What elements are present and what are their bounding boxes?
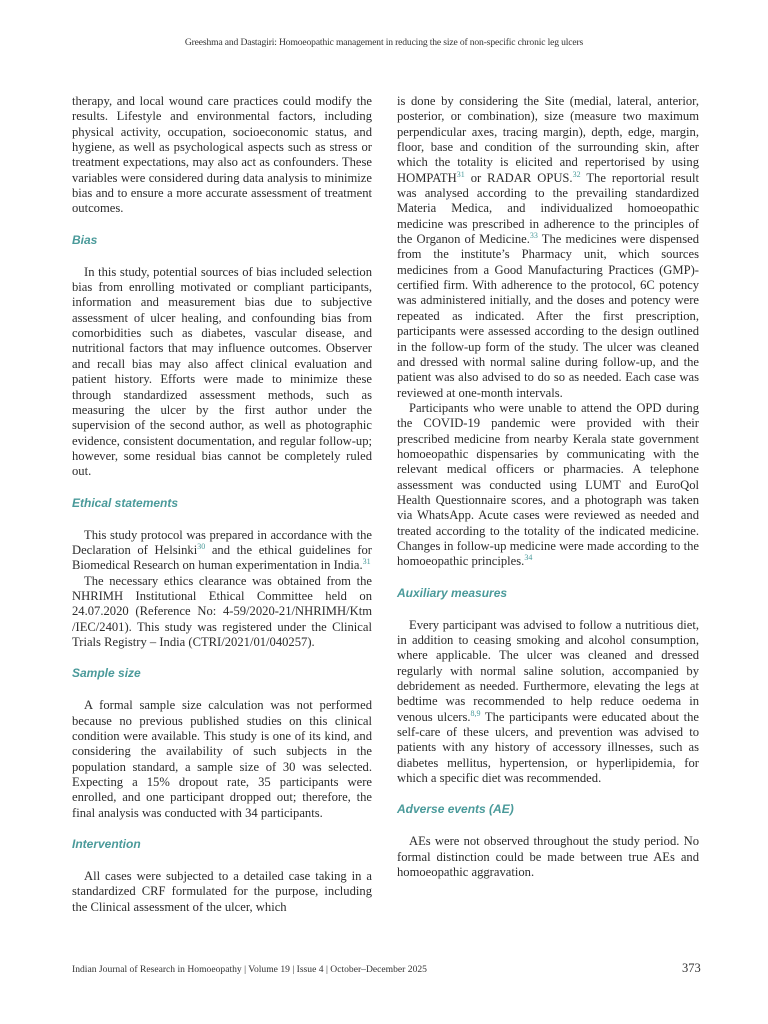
adverse-events-paragraph: AEs were not observed throughout the study period. No formal distinction could be made between true AEs and homoeopathic aggravation.: [397, 834, 699, 880]
citation-ref[interactable]: 31: [362, 557, 371, 567]
citation-ref[interactable]: 34: [524, 553, 533, 563]
citation-ref[interactable]: 32: [572, 169, 581, 179]
intro-paragraph: therapy, and local wound care practices could modify the results. Lifestyle and environmental factors, including physical activity, occupation, socioeconomic status, and hygiene, as well as psychological aspects such as stress or treatment expectations, may also act as confounders. These variables were considered during data analysis to minimize bias and to ensure a more accurate assessment of treatment outcomes.: [72, 94, 372, 216]
right-column: [397, 94, 699, 880]
ethical-paragraph-2: The necessary ethics clearance was obtained from the NHRIMH Institutional Ethical Committee held on 24.07.2020 (Reference No: 4-59/2020-21/NHRIMH/Ktm /IEC/2401). This study was registered under the Clinical Trials Registry – India (CTRI/2021/01/040257).: [72, 573, 372, 649]
section-heading-adverse-events: Adverse events (AE): [397, 802, 514, 817]
auxiliary-paragraph: Every participant was advised to follow a nutritious diet, in addition to ceasing smoking and alcohol consumption, where applicable. The ulcer was cleaned and dressed regularly with normal saline solution, accompanied by debridement as needed. Furthermore, elevating the legs at bedtime was recommended to help reduce oedema in venous ulcers.$^{8,9}$ The participants were educated about the self-care of these ulcers, and prevention was advised to patients with any history of accessory illnesses, such as diabetes mellitus, hypertension, or hyperlipidemia, for which a specific diet was recommended.: [397, 617, 699, 786]
section-heading-sample-size: Sample size: [72, 666, 141, 681]
journal-footer: Indian Journal of Research in Homoeopathy | Volume 19 | Issue 4 | October–December 2025: [72, 964, 427, 975]
citation-ref[interactable]: 31: [456, 169, 465, 179]
intervention-paragraph: All cases were subjected to a detailed case taking in a standardized CRF formulated for the purpose, including the Clinical assessment of the ulcer, which: [72, 869, 372, 914]
bias-paragraph: In this study, potential sources of bias included selection bias from enrolling motivated or compliant participants, information and measurement bias due to subjective assessment of ulcer healing, and confounding bias from comorbidities such as diabetes, vascular disease, and nutritional factors that may influence outcomes. Observer and recall bias may also affect clinical evaluation and patient history. Efforts were made to minimize these through standardized assessment methods, such as measuring the ulcer by the first author under the supervision of the second author, as well as photographic evidence, consistent documentation, and regular follow-up; however, some residual bias cannot be completely ruled out.: [72, 264, 372, 479]
covid-paragraph: Participants who were unable to attend the OPD during the COVID-19 pandemic were provided with their prescribed medicine from nearby Kerala state government homoeopathic dispensaries by communicating with the relevant medical officers or pharmacies. A telephone assessment was conducted using LUMT and EuroQol Health Questionnaire scores, and a photograph was taken via WhatsApp. Acute cases were reviewed as needed and treated according to the totality of the indicated medicine. Changes in follow-up medicine were made according to the homoeopathic principles.$^{34}$: [397, 400, 699, 569]
running-header: Greeshma and Dastagiri: Homoeopathic management in reducing the size of non-specific chronic leg ulcers: [184, 37, 584, 48]
section-heading-bias: Bias: [72, 232, 98, 247]
left-column: [72, 94, 372, 915]
intervention-continuation: is done by considering the Site (medial, lateral, anterior, posterior, or combination), size (measure two maximum perpendicular axes, tracing margin), depth, edge, margin, floor, base and condition of the surrounding skin, after which the totality is elicited and repertorised by using HOMPATH$^{31}$ or RADAR OPUS.$^{32}$ The reportorial result was analysed according to the prevailing standardized Materia Medica, and individualized homoeopathic medicine was prescribed in adherence to the principles of the Organon of Medicine.$^{33}$ The medicines were dispensed from the institute’s Pharmacy unit, which sources medicines from a Good Manufacturing Practices (GMP)-certified firm. With adherence to the protocol, 6C potency was administered initially, and the doses and potency were repeated as indicated. After the first prescription, participants were assessed according to the design outlined in the follow-up form of the study. The ulcer was cleaned and dressed with normal saline during follow-up, and the patient was also advised to do so as needed. Each case was reviewed at one-month intervals.: [397, 94, 700, 400]
citation-ref[interactable]: 33: [529, 231, 538, 241]
section-heading-ethical: Ethical statements: [72, 495, 179, 510]
ethical-paragraph-1: This study protocol was prepared in accordance with the Declaration of Helsinki$^{30}$ and the ethical guidelines for Biomedical Research on human experimentation in India.$^{31}$: [72, 527, 373, 573]
section-heading-auxiliary: Auxiliary measures: [397, 585, 508, 600]
sample-size-paragraph: A formal sample size calculation was not performed because no previous published studies on this clinical condition were available. This study is one of its kind, and considering the availability of such subjects in the population standard, a sample size of 30 was selected. Expecting a 15% dropout rate, 35 participants were enrolled, and one participant dropped out; therefore, the final analysis was conducted with 34 participants.: [72, 698, 372, 820]
citation-ref[interactable]: 8,9: [470, 708, 481, 718]
citation-ref[interactable]: 30: [197, 541, 206, 551]
section-heading-intervention: Intervention: [72, 837, 141, 852]
page-number: 373: [682, 961, 701, 975]
